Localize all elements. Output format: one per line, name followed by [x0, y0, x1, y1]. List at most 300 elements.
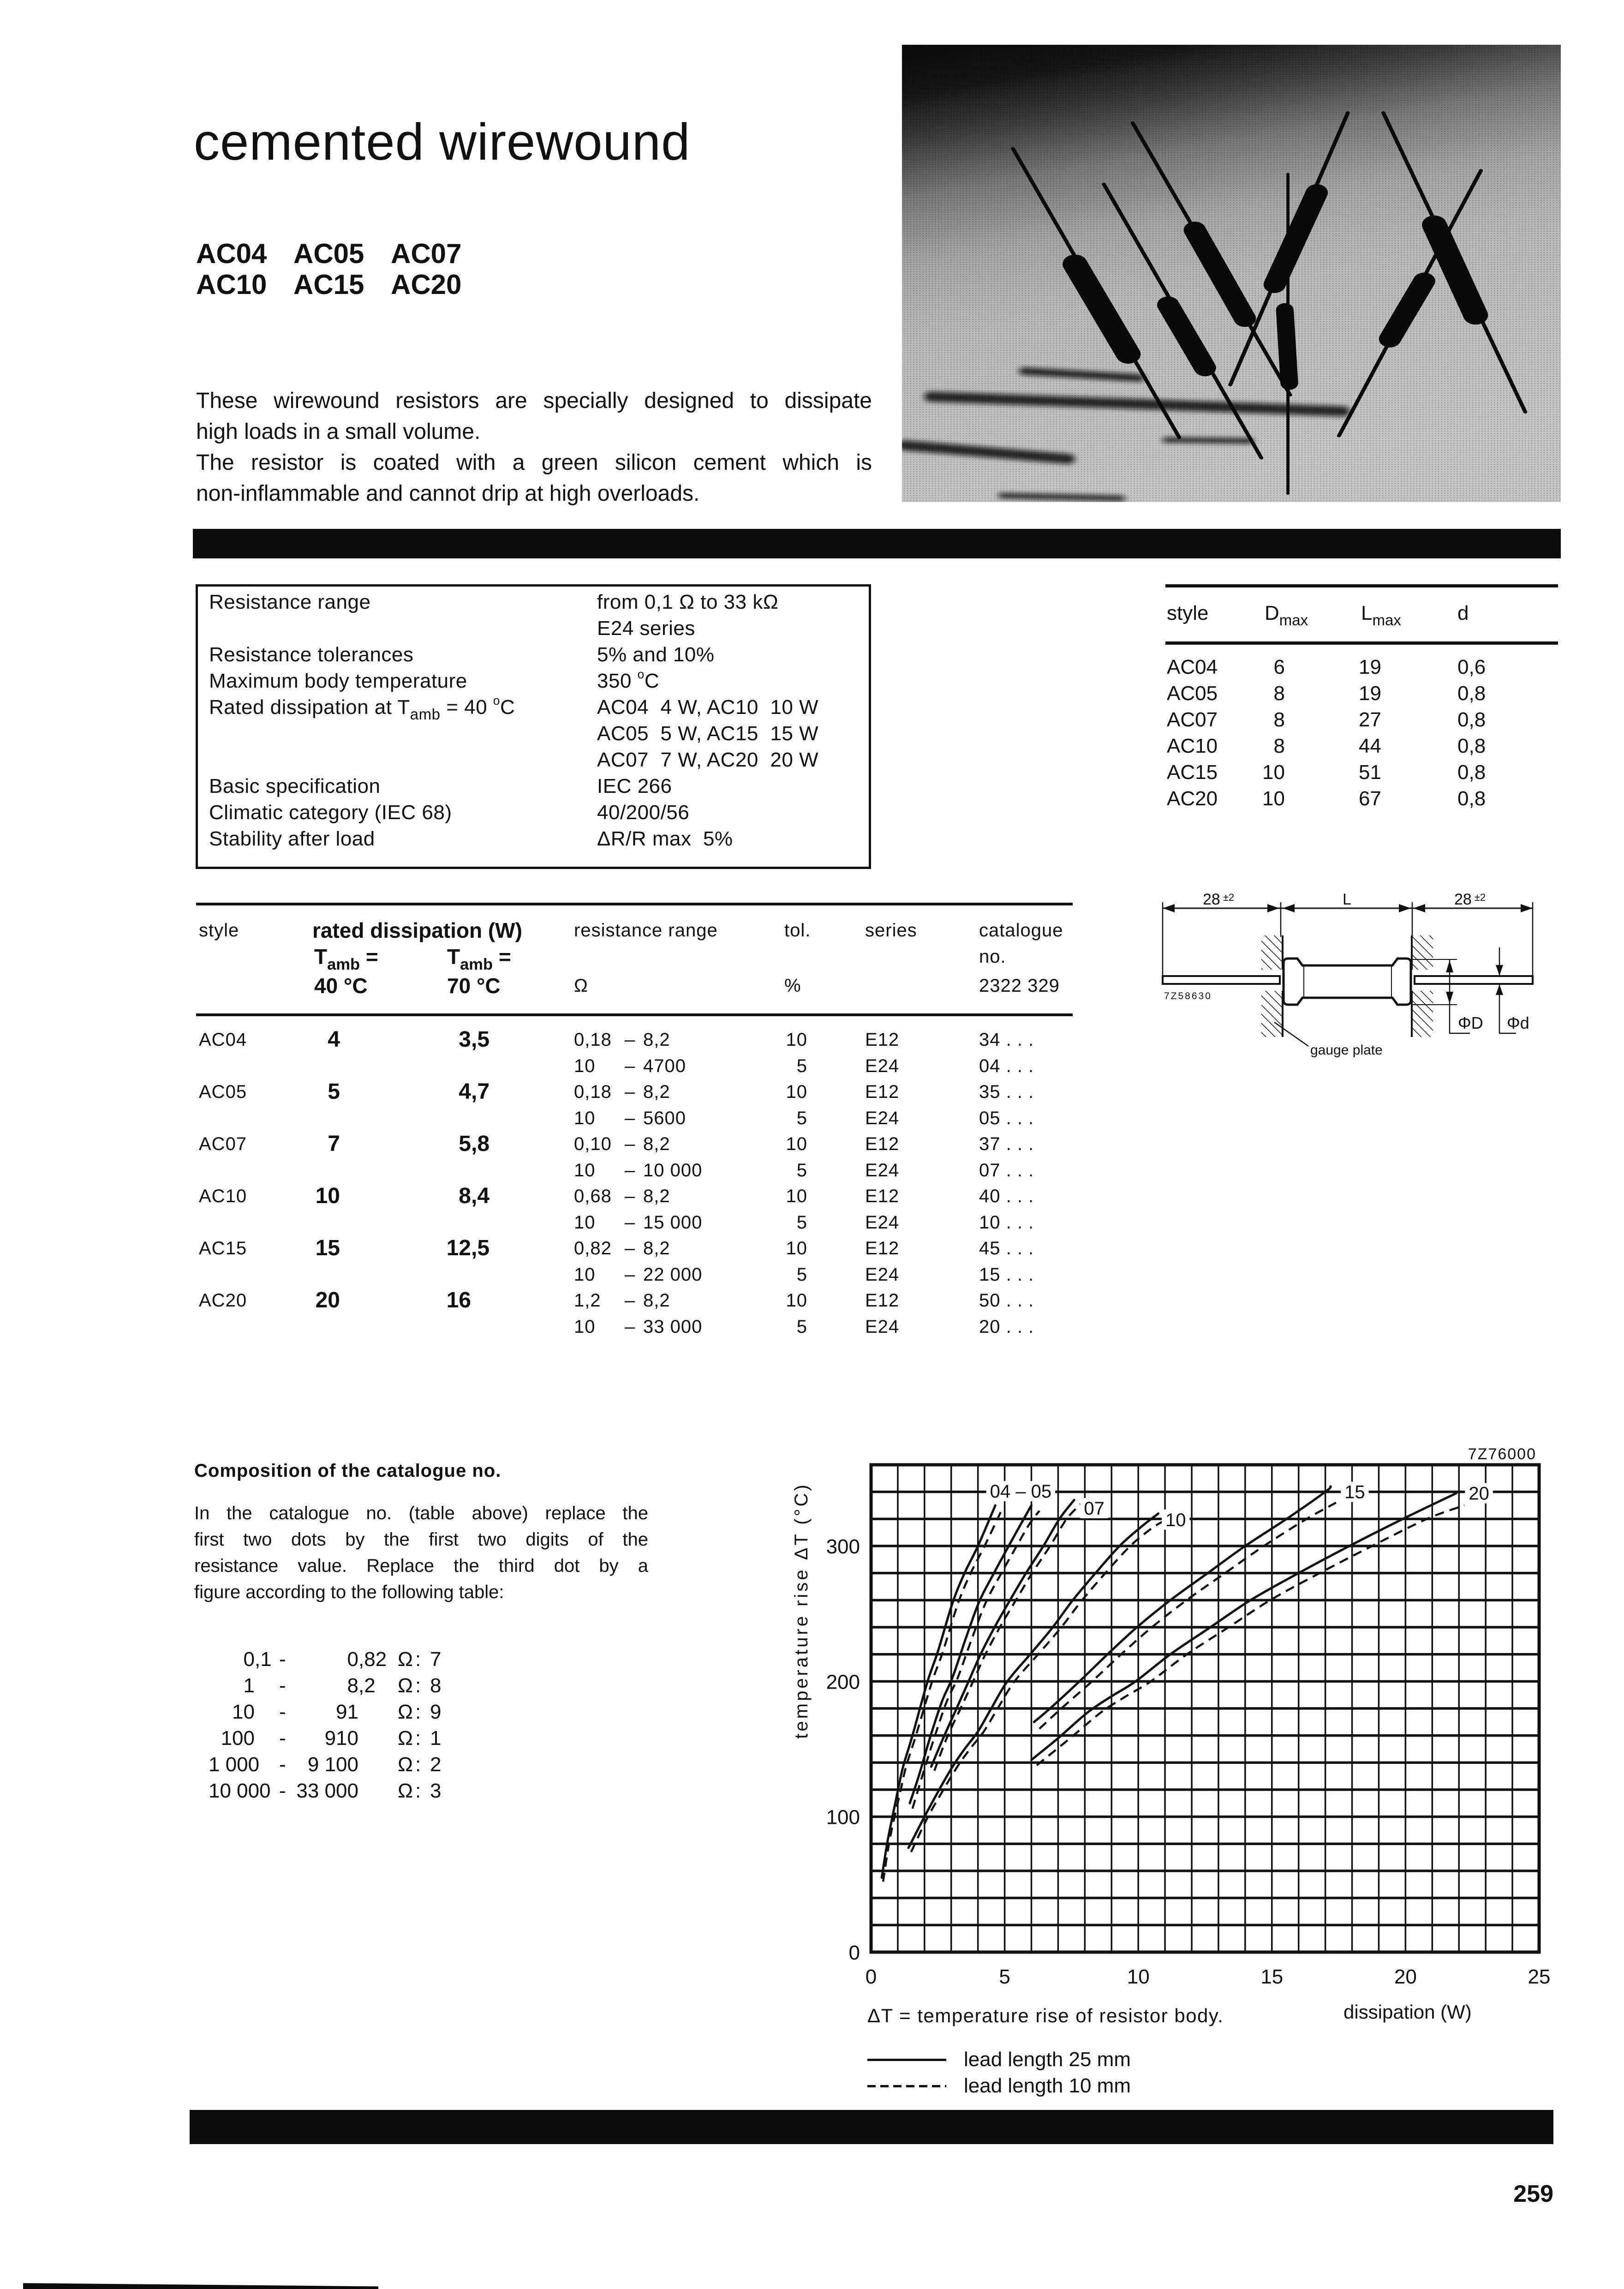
composition-text-line: resistance value. Replace the third dot by a [194, 1556, 648, 1576]
type-code: AC20 [391, 269, 462, 300]
cell-d: 0,8 [1457, 787, 1486, 810]
composition-text-line: figure according to the following table: [194, 1582, 504, 1602]
cell-range-to: 8 ,2 [285, 1672, 358, 1699]
cell-dmax: 8 [1273, 682, 1285, 705]
cell-range-to: 0 ,82 [285, 1646, 358, 1672]
product-photo [902, 45, 1561, 502]
cell-rated-40c: 20 [315, 1288, 340, 1312]
table-row [190, 1053, 1075, 1079]
curve-20-lead-10mm [1037, 1505, 1464, 1765]
column-unit-ohm: Ω [574, 976, 588, 996]
cell-series: E12 [865, 1030, 900, 1050]
degree-mark: o [493, 694, 500, 708]
cell-range-to: 8,2 [643, 1082, 670, 1102]
y-tick-label: 100 [826, 1806, 860, 1829]
cell-catalogue: 45 . . . [979, 1238, 1034, 1258]
spec-row-basic-specification [196, 773, 871, 799]
cell-range-to: 91 [336, 1701, 358, 1723]
curve-label: 15 [1344, 1482, 1365, 1503]
column-header-tamb-40 [314, 945, 378, 974]
type-code: AC05 [293, 238, 364, 269]
cell-range-to: 4700 [643, 1055, 686, 1076]
cell-d: 0,8 [1457, 735, 1486, 757]
column-header-dmax [1265, 601, 1308, 629]
decimal-fraction: ,4 [471, 1184, 490, 1208]
column-header-tolerance: tol. [784, 920, 811, 941]
spec-value: 5% and 10% [597, 643, 715, 666]
decimal-fraction: ,2 [358, 1674, 376, 1697]
column-header-resistance-range: resistance range [574, 920, 718, 941]
cell-range-to: 910 [324, 1727, 358, 1750]
arrow-left-icon [1163, 904, 1175, 912]
x-tick-label: 20 [1394, 1965, 1417, 1988]
composition-text-line: In the catalogue no. (table above) replace the [194, 1503, 648, 1523]
table-row [1165, 707, 1558, 733]
header-symbol: = [493, 945, 511, 969]
table-rule [196, 903, 1073, 905]
curve-label: 07 [1084, 1498, 1105, 1519]
shadow [1002, 496, 1122, 498]
spec-value [597, 668, 659, 694]
cell-series: E12 [865, 1082, 900, 1102]
table-row [190, 1210, 1075, 1236]
cell-code: 3 [430, 1780, 442, 1802]
cell-tolerance: 10 [786, 1238, 807, 1258]
column-header-style: style [199, 920, 239, 941]
cell-unit: Ω [398, 1648, 413, 1671]
cell-rated-40c: 5 [328, 1079, 340, 1104]
column-header-style: style [1167, 602, 1209, 624]
cell-catalogue: 35 . . . [979, 1082, 1034, 1102]
cell-catalogue: 50 . . . [979, 1290, 1034, 1311]
type-code: AC15 [293, 269, 364, 300]
table-row [185, 1672, 508, 1699]
column-header-40c: 40 °C [314, 974, 368, 998]
decimal-fraction: ,82 [358, 1648, 387, 1671]
degree-mark: o [637, 667, 645, 682]
cell-tolerance: 5 [796, 1055, 807, 1076]
spec-label: Resistance tolerances [209, 643, 414, 666]
column-header-rated-dissipation: rated dissipation (W) [312, 918, 522, 942]
table-row [190, 1105, 1075, 1132]
cell-range-from: 10 [574, 1212, 596, 1233]
table-row [185, 1646, 508, 1672]
y-tick-label: 0 [848, 1941, 860, 1964]
table-row [1165, 733, 1558, 759]
spec-value: IEC 266 [597, 775, 672, 797]
cell-tolerance: 10 [786, 1290, 807, 1311]
y-tick-label: 300 [826, 1535, 860, 1558]
curve-label: 10 [1165, 1510, 1186, 1530]
cell-catalogue: 15 . . . [979, 1264, 1034, 1285]
arrow-down-icon [1446, 992, 1453, 1004]
table-row [185, 1778, 508, 1804]
spec-value: from 0,1 Ω to 33 kΩ [597, 591, 779, 613]
cell-dmax: 6 [1273, 656, 1285, 678]
spec-label: Basic specification [209, 775, 381, 797]
resistor-body [1285, 310, 1290, 383]
spec-value: AC07 7 W, AC20 20 W [597, 749, 819, 771]
lead-right [1415, 976, 1533, 984]
decimal-fraction: ,1 [255, 1648, 272, 1671]
cell-catalogue: 07 . . . [979, 1160, 1034, 1180]
spec-label: Maximum body temperature [209, 670, 467, 692]
curve-label: 20 [1469, 1483, 1489, 1504]
cell-range-separator: – [625, 1212, 636, 1233]
cell-style: AC15 [199, 1238, 247, 1258]
cell-range-to: 8,2 [643, 1186, 670, 1206]
cell-d: 0,8 [1457, 708, 1486, 731]
cell-code: 8 [430, 1674, 442, 1697]
cell-range-to: 15 000 [643, 1212, 703, 1233]
x-tick-label: 0 [865, 1965, 877, 1988]
table-row [1165, 785, 1558, 812]
description-line: high loads in a small volume. [196, 419, 481, 444]
cell-code-separator: : [415, 1701, 421, 1723]
cell-rated-70c: 16 [446, 1288, 471, 1312]
arrow-up-icon [1496, 984, 1503, 995]
arrow-left-icon [1283, 904, 1295, 912]
lead-length-tolerance: ±2 [1474, 892, 1486, 903]
cell-range-to: 8,2 [643, 1238, 670, 1258]
x-tick-label: 15 [1260, 1965, 1284, 1988]
cell-range-separator: – [625, 1134, 636, 1154]
arrow-right-icon [1399, 904, 1411, 912]
table-row [1165, 759, 1558, 785]
type-list [196, 238, 488, 300]
cell-series: E24 [865, 1212, 900, 1233]
specification-list [196, 589, 871, 852]
lead-length-label [1203, 891, 1234, 908]
spec-label-text: = 40 [440, 696, 493, 719]
cell-series: E24 [865, 1160, 900, 1180]
cell-range-from: 0,10 [574, 1134, 612, 1154]
description [196, 385, 872, 509]
y-axis-label: temperature rise ΔT (°C) [791, 1482, 812, 1739]
cell-tolerance: 5 [796, 1108, 807, 1128]
cell-lmax: 19 [1359, 656, 1381, 678]
spec-value: AC04 4 W, AC10 10 W [597, 696, 819, 719]
cell-code-separator: : [415, 1727, 421, 1750]
x-axis-label: dissipation (W) [1343, 2001, 1472, 2023]
cell-style: AC10 [199, 1186, 247, 1206]
page-number: 259 [1513, 2181, 1553, 2207]
arrow-right-icon [1521, 904, 1533, 912]
figure-code: 7Z76000 [1468, 1445, 1536, 1463]
column-unit-percent: % [784, 976, 801, 996]
cell-dmax: 8 [1273, 735, 1285, 757]
decimal-fraction: ,5 [471, 1236, 490, 1260]
cell-lmax: 19 [1359, 682, 1381, 705]
cell-range-from: 10 000 [209, 1780, 271, 1802]
lead-length-label [1454, 891, 1486, 908]
header-symbol: = [360, 945, 378, 969]
cell-series: E24 [865, 1316, 900, 1337]
body-diameter-label: ΦD [1458, 1013, 1483, 1032]
decimal-fraction: ,7 [471, 1079, 490, 1104]
cell-code: 2 [430, 1753, 442, 1776]
cell-tolerance: 5 [796, 1264, 807, 1285]
cell-range-from: 0,18 [574, 1082, 612, 1102]
x-tick-label: 10 [1127, 1965, 1150, 1988]
cell-unit: Ω [398, 1701, 413, 1723]
cell-range-separator: - [279, 1648, 286, 1671]
cell-range-to: 9 100 [307, 1753, 358, 1776]
cell-tolerance: 10 [786, 1030, 807, 1050]
cell-style: AC10 [1167, 735, 1218, 757]
dimensions-rows [1165, 654, 1558, 812]
y-tick-label: 200 [826, 1671, 860, 1694]
subscript: amb [410, 705, 441, 723]
table-row [190, 1314, 1075, 1340]
section-divider-bar [193, 529, 1561, 558]
cell-style: AC04 [199, 1030, 247, 1050]
spec-label: Stability after load [209, 827, 375, 850]
header-symbol: T [447, 945, 460, 969]
cell-dmax: 8 [1273, 708, 1285, 731]
decimal-fraction: ,5 [471, 1027, 490, 1052]
cell-range-from: 10 [232, 1701, 255, 1723]
cell-d: 0,8 [1457, 682, 1486, 705]
cell-rated-40c: 4 [328, 1027, 340, 1052]
cell-style: AC07 [1167, 708, 1218, 731]
cell-style: AC20 [1167, 787, 1218, 810]
lead-length-value: 28 [1454, 891, 1472, 908]
cell-lmax: 44 [1359, 735, 1381, 757]
cell-d: 0,6 [1457, 656, 1486, 678]
cell-lmax: 51 [1359, 761, 1381, 784]
type-code: AC04 [196, 238, 267, 269]
subscript: max [1279, 611, 1308, 629]
cell-catalogue: 10 . . . [979, 1212, 1034, 1233]
gauge-plate-label: gauge plate [1310, 1043, 1383, 1058]
cell-range-separator: – [625, 1055, 636, 1076]
cell-dmax: 10 [1262, 787, 1285, 810]
column-header-lmax [1361, 601, 1401, 629]
cell-code: 9 [430, 1701, 442, 1723]
cell-range-separator: – [625, 1082, 636, 1102]
spec-label [209, 694, 515, 723]
cell-code-separator: : [415, 1780, 421, 1802]
cell-code-separator: : [415, 1674, 421, 1697]
grid [871, 1465, 1539, 1952]
header-symbol: T [314, 945, 328, 969]
cell-range-separator: - [279, 1727, 286, 1750]
cell-lmax: 67 [1359, 787, 1381, 810]
column-header-series: series [865, 920, 917, 941]
chart-note: ΔT = temperature rise of resistor body. [867, 2005, 1224, 2026]
scan-edge [23, 2282, 378, 2289]
composition-table [185, 1646, 508, 1804]
cell-catalogue: 40 . . . [979, 1186, 1034, 1206]
subscript: max [1372, 611, 1401, 629]
cell-range-separator: - [279, 1674, 286, 1697]
temperature-rise-chart [784, 1440, 1569, 1994]
curve-04-lead-10mm [883, 1512, 1001, 1882]
legend-label: lead length 25 mm [964, 2048, 1131, 2071]
cell-style: AC05 [199, 1082, 247, 1102]
cell-style: AC07 [199, 1134, 247, 1154]
cell-range-from: 100 [221, 1727, 255, 1750]
column-header-catalogue: catalogue [979, 920, 1063, 941]
cell-rated-40c: 7 [328, 1132, 340, 1156]
cell-series: E12 [865, 1134, 900, 1154]
x-tick-label: 5 [999, 1965, 1010, 1988]
cell-tolerance: 10 [786, 1186, 807, 1206]
column-header-catalogue-prefix: 2322 329 [979, 976, 1060, 996]
cell-rated-70c: 12 ,5 [425, 1235, 471, 1262]
table-row [190, 1288, 1075, 1314]
table-row [190, 1027, 1075, 1053]
cell-range-separator: – [625, 1238, 636, 1258]
cell-catalogue: 04 . . . [979, 1055, 1034, 1076]
spec-row-resistance-series [196, 615, 871, 641]
x-tick-label: 25 [1528, 1965, 1551, 1988]
cell-tolerance: 5 [796, 1316, 807, 1337]
spec-row-climatic-category [196, 799, 871, 826]
cell-catalogue: 34 . . . [979, 1030, 1034, 1050]
cell-rated-70c: 3 ,5 [425, 1027, 471, 1053]
arrow-up-icon [1446, 960, 1453, 972]
cell-series: E24 [865, 1264, 900, 1285]
type-line [196, 238, 488, 269]
cell-range-separator: – [625, 1316, 636, 1337]
subscript: amb [327, 956, 360, 974]
spec-label-unit: C [500, 696, 515, 719]
cell-range-from: 10 [574, 1055, 596, 1076]
cell-series: E12 [865, 1186, 900, 1206]
cell-series: E12 [865, 1290, 900, 1311]
lead-length-tolerance: ±2 [1223, 892, 1235, 903]
type-code: AC07 [391, 238, 462, 269]
spec-label-text: Rated dissipation at T [209, 696, 410, 719]
column-header-tamb-70 [447, 945, 511, 974]
cell-lmax: 27 [1359, 708, 1381, 731]
cell-code: 7 [430, 1648, 442, 1671]
composition-title: Composition of the catalogue no. [194, 1461, 502, 1481]
table-row [185, 1751, 508, 1778]
spec-value: AC05 5 W, AC15 15 W [597, 722, 819, 745]
header-symbol: D [1265, 602, 1279, 624]
table-row [190, 1262, 1075, 1288]
spec-row-max-body-temperature [196, 668, 871, 694]
table-row [185, 1699, 508, 1725]
cell-range-from: 0 ,1 [209, 1646, 255, 1672]
cell-range-from: 1 [243, 1674, 255, 1697]
main-table-rows [190, 1027, 1075, 1340]
cell-rated-70c: 8 ,4 [425, 1183, 471, 1210]
cell-rated-70c: 4 ,7 [425, 1079, 471, 1105]
cell-code: 1 [430, 1727, 442, 1750]
lead-length-value: 28 [1203, 891, 1220, 908]
cell-range-to: 33 000 [296, 1780, 358, 1802]
cell-range-to: 33 000 [643, 1316, 703, 1337]
spec-value: 40/200/56 [597, 801, 690, 824]
cell-range-to: 22 000 [643, 1264, 703, 1285]
legend-label: lead length 10 mm [964, 2074, 1131, 2097]
composition-text [194, 1500, 648, 1606]
cell-style: AC04 [1167, 656, 1218, 678]
table-rule [196, 1013, 1073, 1016]
table-row [1165, 680, 1558, 707]
cell-range-from: 10 [574, 1160, 596, 1180]
cell-tolerance: 5 [796, 1212, 807, 1233]
cell-series: E24 [865, 1055, 900, 1076]
header-symbol: L [1361, 602, 1373, 624]
cell-unit: Ω [398, 1780, 413, 1802]
table-row [1165, 654, 1558, 680]
table-rule [1165, 641, 1558, 645]
cell-catalogue: 37 . . . [979, 1134, 1034, 1154]
cell-range-from: 0,18 [574, 1030, 612, 1050]
composition-text-line: first two dots by the first two digits of the [194, 1529, 648, 1550]
spec-value-unit: C [644, 670, 660, 692]
shadow [1166, 440, 1250, 441]
column-header-d: d [1457, 602, 1469, 624]
cell-range-separator: - [279, 1701, 286, 1723]
cell-range-from: 10 [574, 1108, 596, 1128]
cell-d: 0,8 [1457, 761, 1486, 784]
drawing-code: 7Z58630 [1164, 991, 1212, 1001]
legend-dashed-line-icon [867, 2085, 946, 2087]
column-header-70c: 70 °C [447, 974, 501, 998]
cell-range-from: 10 [574, 1316, 596, 1337]
spec-row-tolerances [196, 641, 871, 668]
cell-range-from: 0,82 [574, 1238, 612, 1258]
cell-range-from: 1,2 [574, 1290, 601, 1311]
spec-value-number: 350 [597, 670, 638, 692]
section-divider-bar [190, 2110, 1553, 2144]
spec-row-rated-dissipation-cont [196, 720, 871, 747]
spec-value: E24 series [597, 617, 695, 640]
type-code: AC10 [196, 269, 267, 300]
spec-row-rated-dissipation [196, 694, 871, 723]
cell-range-from: 10 [574, 1264, 596, 1285]
cell-unit: Ω [398, 1727, 413, 1750]
spec-label: Resistance range [209, 591, 371, 613]
cell-series: E12 [865, 1238, 900, 1258]
cell-unit: Ω [398, 1674, 413, 1697]
lead-left [1163, 976, 1280, 984]
arrow-down-icon [1496, 965, 1503, 976]
arrow-left-icon [1413, 904, 1425, 912]
table-row [190, 1131, 1075, 1157]
curve-label: 04 – 05 [990, 1481, 1052, 1502]
cell-range-to: 5600 [643, 1108, 686, 1128]
cell-range-to: 8,2 [643, 1134, 670, 1154]
cell-range-separator: – [625, 1264, 636, 1285]
cell-code-separator: : [415, 1648, 421, 1671]
column-header-catalogue: no. [979, 947, 1006, 967]
spec-value: ΔR/R max 5% [597, 827, 733, 850]
table-row [190, 1183, 1075, 1210]
legend-solid-line-icon [867, 2059, 946, 2061]
cell-range-to: 10 000 [643, 1160, 703, 1180]
curve-15-lead-10mm [1039, 1503, 1336, 1729]
cell-rated-70c: 5 ,8 [425, 1131, 471, 1157]
description-line: The resistor is coated with a green silicon cement which is [196, 450, 872, 475]
type-line [196, 269, 488, 300]
cell-style: AC20 [199, 1290, 247, 1311]
main-table [190, 903, 1075, 1346]
cell-range-separator: - [279, 1780, 286, 1802]
cell-series: E24 [865, 1108, 900, 1128]
outline-drawing [1158, 884, 1541, 1059]
cell-range-from: 1 000 [209, 1753, 260, 1776]
spec-row-stability [196, 826, 871, 852]
cell-range-separator: – [625, 1030, 636, 1050]
cell-rated-40c: 10 [315, 1184, 340, 1208]
